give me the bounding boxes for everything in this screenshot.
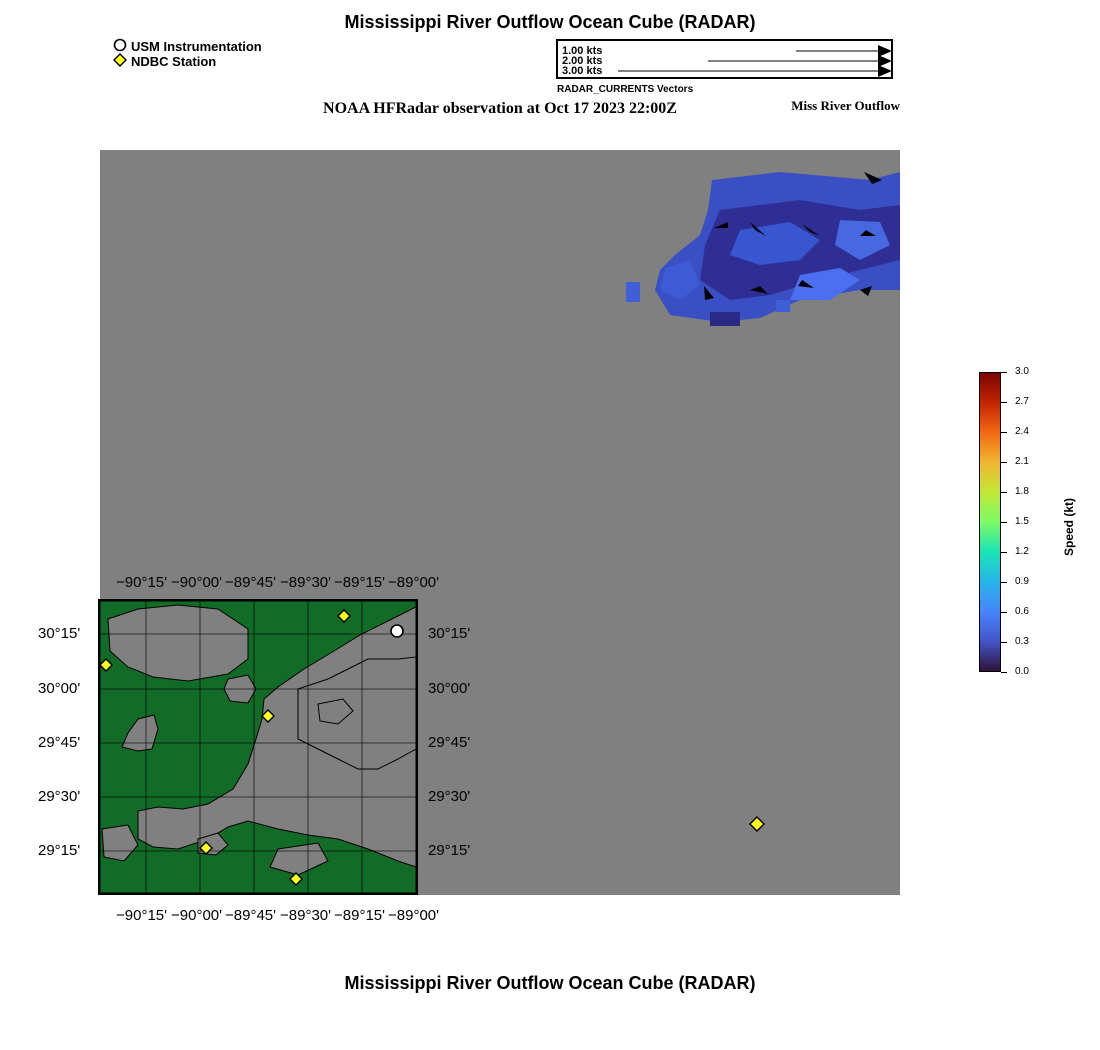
inset-lon-bottom-0: −90°15' (116, 907, 167, 924)
inset-lon-bottom-2: −89°45' (225, 907, 276, 924)
colorbar-tick-label: 1.5 (1015, 516, 1029, 527)
inset-lon-top-1: −90°00' (171, 574, 222, 591)
colorbar-tick-mark (1001, 492, 1007, 493)
colorbar-tick-mark (1001, 402, 1007, 403)
colorbar-tick-mark (1001, 672, 1007, 673)
vector-scale-box (556, 39, 893, 79)
inset-lat-right-1: 30°00' (428, 680, 471, 697)
vector-label-1: 1.00 kts (562, 45, 603, 57)
inset-lon-top-4: −89°15' (334, 574, 385, 591)
inset-lon-bottom-4: −89°15' (334, 907, 385, 924)
colorbar-tick-mark (1001, 642, 1007, 643)
colorbar-tick-mark (1001, 372, 1007, 373)
ndbc-diamond-icon (113, 53, 127, 70)
colorbar-title: Speed (kt) (1062, 497, 1077, 557)
colorbar-tick-label: 0.3 (1015, 636, 1029, 647)
inset-lon-bottom-5: −89°00' (388, 907, 439, 924)
legend-ndbc-label: NDBC Station (131, 54, 217, 69)
colorbar-tick-label: 2.4 (1015, 426, 1029, 437)
colorbar-tick-label: 0.9 (1015, 576, 1029, 587)
colorbar-tick-mark (1001, 612, 1007, 613)
bottom-title: Mississippi River Outflow Ocean Cube (RADAR) (344, 973, 756, 993)
vector-label-2: 2.00 kts (562, 55, 603, 67)
colorbar-tick-label: 1.8 (1015, 486, 1029, 497)
speed-colorbar (979, 372, 1001, 672)
colorbar-tick-label: 2.7 (1015, 396, 1029, 407)
inset-lat-right-0: 30°15' (428, 625, 471, 642)
legend-usm-label: USM Instrumentation (131, 39, 262, 54)
colorbar-tick-label: 3.0 (1015, 366, 1029, 377)
vector-scale-arrows (558, 41, 895, 81)
colorbar-tick-label: 0.6 (1015, 606, 1029, 617)
inset-lon-bottom-3: −89°30' (280, 907, 331, 924)
inset-lat-right-2: 29°45' (428, 734, 471, 751)
legend-ndbc (113, 53, 216, 70)
inset-lat-left-3: 29°30' (38, 788, 81, 805)
colorbar-tick-label: 2.1 (1015, 456, 1029, 467)
subtitle: NOAA HFRadar observation at Oct 17 2023 22:00Z (323, 100, 677, 117)
inset-lon-top-5: −89°00' (388, 574, 439, 591)
inset-map[interactable] (98, 599, 418, 895)
inset-lon-top-3: −89°30' (280, 574, 331, 591)
inset-lat-left-0: 30°15' (38, 625, 81, 642)
colorbar-tick-mark (1001, 462, 1007, 463)
colorbar-tick-mark (1001, 522, 1007, 523)
inset-lon-top-2: −89°45' (225, 574, 276, 591)
colorbar-tick-mark (1001, 432, 1007, 433)
vector-caption: RADAR_CURRENTS Vectors (557, 84, 694, 95)
colorbar-tick-label: 1.2 (1015, 546, 1029, 557)
inset-lat-left-2: 29°45' (38, 734, 81, 751)
inset-lat-left-4: 29°15' (38, 842, 81, 859)
colorbar-tick-mark (1001, 552, 1007, 553)
inset-lat-right-3: 29°30' (428, 788, 471, 805)
colorbar-tick-mark (1001, 582, 1007, 583)
inset-lon-top-0: −90°15' (116, 574, 167, 591)
inset-usm-marker[interactable] (391, 625, 403, 637)
page-title: Mississippi River Outflow Ocean Cube (RADAR) (344, 12, 756, 32)
inset-lat-right-4: 29°15' (428, 842, 471, 859)
vector-label-3: 3.00 kts (562, 65, 603, 77)
inset-lat-left-1: 30°00' (38, 680, 81, 697)
colorbar-tick-label: 0.0 (1015, 666, 1029, 677)
inset-lon-bottom-1: −90°00' (171, 907, 222, 924)
region-label: Miss River Outflow (791, 98, 900, 113)
